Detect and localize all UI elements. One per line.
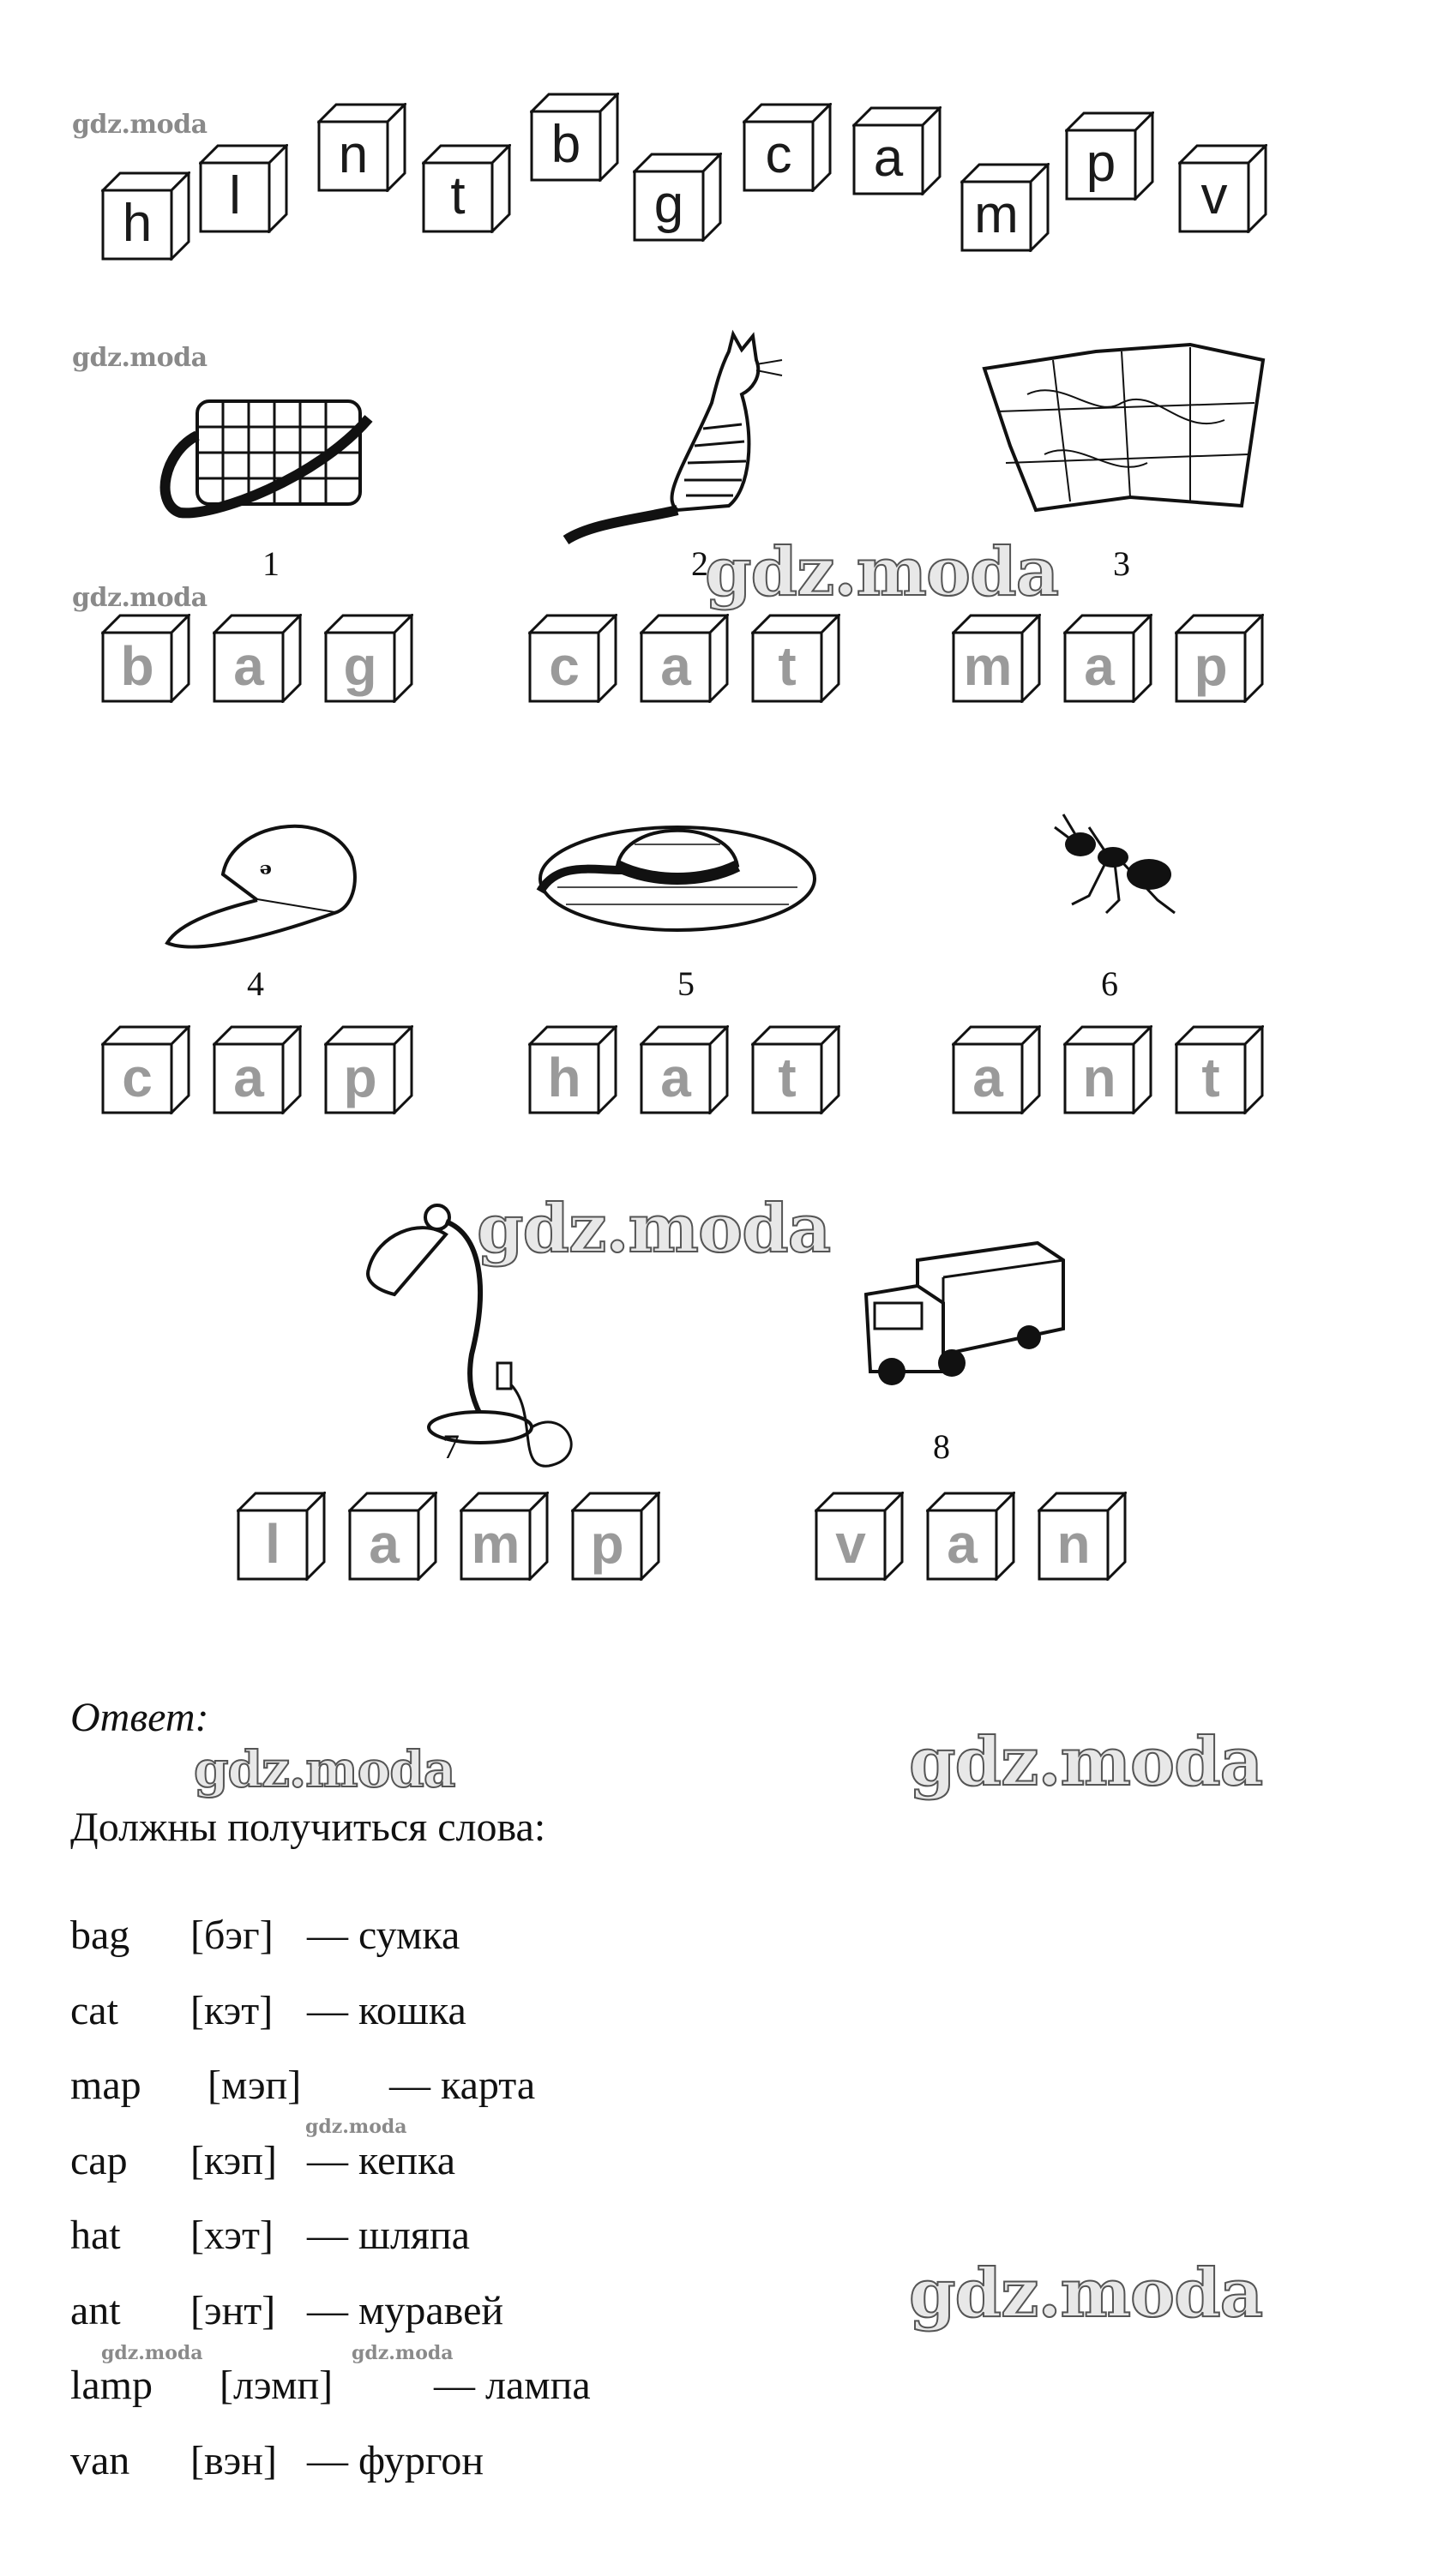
letter-cube: [1038, 1492, 1127, 1581]
cube-letter: m: [471, 1513, 520, 1575]
letter-cube: [852, 106, 942, 195]
letter-cube: [640, 1025, 729, 1114]
cube-letter: m: [974, 185, 1019, 244]
cube-letter: p: [1194, 635, 1228, 697]
letter-cube: [751, 1025, 840, 1114]
answer-translation: — лампа: [434, 2363, 591, 2408]
cube-letter: a: [972, 1047, 1003, 1108]
svg-text:ₔ: ₔ: [259, 846, 273, 882]
watermark: gdz.moda: [194, 1740, 455, 1798]
letter-cube: [324, 1025, 413, 1114]
ant-icon: [1038, 810, 1192, 922]
cube-letter: l: [265, 1513, 280, 1575]
answer-transcription: [бэг]: [190, 1912, 274, 1958]
cube-letter: p: [590, 1513, 624, 1575]
letter-cube: [1175, 1025, 1264, 1114]
cube-letter: c: [549, 635, 580, 697]
picture-number: 7: [442, 1427, 460, 1466]
watermark: gdz.moda: [101, 2342, 203, 2364]
cube-letter: h: [122, 194, 153, 253]
letter-cube: [213, 1025, 302, 1114]
cube-letter: p: [1086, 134, 1116, 193]
answer-word: map: [70, 2063, 141, 2108]
answer-label: Ответ:: [70, 1695, 209, 1740]
letter-cube: [101, 614, 190, 703]
watermark: gdz.moda: [72, 343, 208, 373]
letter-cube: [633, 153, 722, 242]
picture-number: 2: [691, 544, 708, 583]
cube-letter: c: [122, 1047, 153, 1108]
letter-cube: [1065, 111, 1154, 201]
answer-word: cap: [70, 2137, 128, 2183]
letter-cube: [571, 1492, 660, 1581]
letter-cube: [348, 1492, 437, 1581]
answer-translation: — муравей: [307, 2287, 504, 2333]
watermark: gdz.moda: [909, 2255, 1263, 2333]
letter-cube: [528, 614, 617, 703]
answer-transcription: [хэт]: [190, 2213, 274, 2258]
picture-number: 5: [677, 964, 695, 1003]
letter-cube: [952, 614, 1041, 703]
watermark: gdz.moda: [477, 1190, 831, 1268]
watermark: gdz.moda: [305, 2116, 407, 2138]
answer-transcription: [кэт]: [190, 1987, 274, 2033]
picture-number: 4: [247, 964, 264, 1003]
watermark: gdz.moda: [705, 533, 1059, 611]
picture-number: 8: [933, 1427, 950, 1466]
answer-translation: — фургон: [307, 2437, 484, 2483]
answer-intro: Должны получиться слова:: [70, 1804, 546, 1850]
answer-word: cat: [70, 1987, 118, 2033]
cap-icon: [163, 806, 369, 960]
watermark: gdz.moda: [72, 110, 208, 140]
letter-cube: [199, 144, 288, 233]
cube-letter: m: [963, 635, 1013, 697]
picture-number: 1: [262, 544, 280, 583]
cube-letter: n: [1082, 1047, 1116, 1108]
cube-letter: b: [120, 635, 154, 697]
answer-translation: — сумка: [307, 1912, 460, 1958]
cube-letter: n: [338, 125, 369, 184]
watermark: gdz.moda: [72, 583, 208, 613]
letter-cube: [101, 1025, 190, 1114]
cube-letter: a: [1084, 635, 1115, 697]
cube-letter: a: [660, 1047, 691, 1108]
letter-cube: [213, 614, 302, 703]
letter-cube: [743, 103, 832, 192]
answer-word: lamp: [70, 2363, 153, 2408]
answer-transcription: [мэп]: [208, 2063, 302, 2108]
answer-transcription: [лэмп]: [220, 2363, 334, 2408]
cube-letter: a: [233, 1047, 264, 1108]
cube-letter: v: [1200, 166, 1228, 225]
letter-cube: [530, 93, 619, 182]
letter-cube: [422, 144, 511, 233]
cube-letter: l: [229, 166, 241, 225]
answer-translation: — кошка: [307, 1987, 466, 2033]
answer-transcription: [энт]: [190, 2287, 276, 2333]
cube-letter: n: [1056, 1513, 1091, 1575]
answer-translation: — карта: [389, 2063, 536, 2108]
letter-cube: [1175, 614, 1264, 703]
letter-cube: [237, 1492, 326, 1581]
answer-word: van: [70, 2437, 130, 2483]
letter-cube: [528, 1025, 617, 1114]
letter-cube: [1063, 614, 1152, 703]
van-icon: [857, 1226, 1072, 1397]
letter-cube: [960, 163, 1050, 252]
letter-cube: [815, 1492, 904, 1581]
cube-letter: a: [660, 635, 691, 697]
letter-cube: [640, 614, 729, 703]
cube-letter: t: [778, 1047, 797, 1108]
picture-number: 3: [1113, 544, 1130, 583]
cube-letter: c: [765, 125, 792, 184]
map-icon: [976, 343, 1267, 514]
answer-word: ant: [70, 2287, 121, 2333]
watermark: gdz.moda: [352, 2342, 454, 2364]
answer-translation: — кепка: [307, 2137, 456, 2183]
cube-letter: b: [551, 115, 581, 174]
letter-cube: [460, 1492, 549, 1581]
cube-letter: g: [653, 175, 684, 234]
cube-letter: a: [873, 129, 904, 188]
cube-letter: t: [450, 166, 466, 225]
cube-letter: g: [343, 635, 377, 697]
answer-translation: — шляпа: [307, 2213, 470, 2258]
letter-cube: [952, 1025, 1041, 1114]
letter-cube: [1063, 1025, 1152, 1114]
bag-icon: [146, 384, 386, 521]
letter-cube: [1178, 144, 1267, 233]
cube-letter: v: [835, 1513, 866, 1575]
letter-cube: [317, 103, 406, 192]
letter-cube: [926, 1492, 1015, 1581]
letter-cube: [324, 614, 413, 703]
answer-transcription: [вэн]: [190, 2437, 277, 2483]
letter-cube: [751, 614, 840, 703]
cube-letter: a: [947, 1513, 978, 1575]
watermark: gdz.moda: [909, 1723, 1263, 1801]
cube-letter: a: [369, 1513, 400, 1575]
cube-letter: t: [778, 635, 797, 697]
answer-transcription: [кэп]: [190, 2137, 277, 2183]
cube-letter: p: [343, 1047, 377, 1108]
picture-number: 6: [1101, 964, 1118, 1003]
hat-icon: [532, 810, 823, 947]
cube-letter: h: [547, 1047, 581, 1108]
cube-letter: a: [233, 635, 264, 697]
letter-cube: [101, 171, 190, 261]
cube-letter: t: [1201, 1047, 1220, 1108]
answer-word: hat: [70, 2213, 121, 2258]
lamp-icon: [343, 1183, 592, 1474]
answer-word: bag: [70, 1912, 130, 1958]
cat-icon: [557, 326, 815, 549]
